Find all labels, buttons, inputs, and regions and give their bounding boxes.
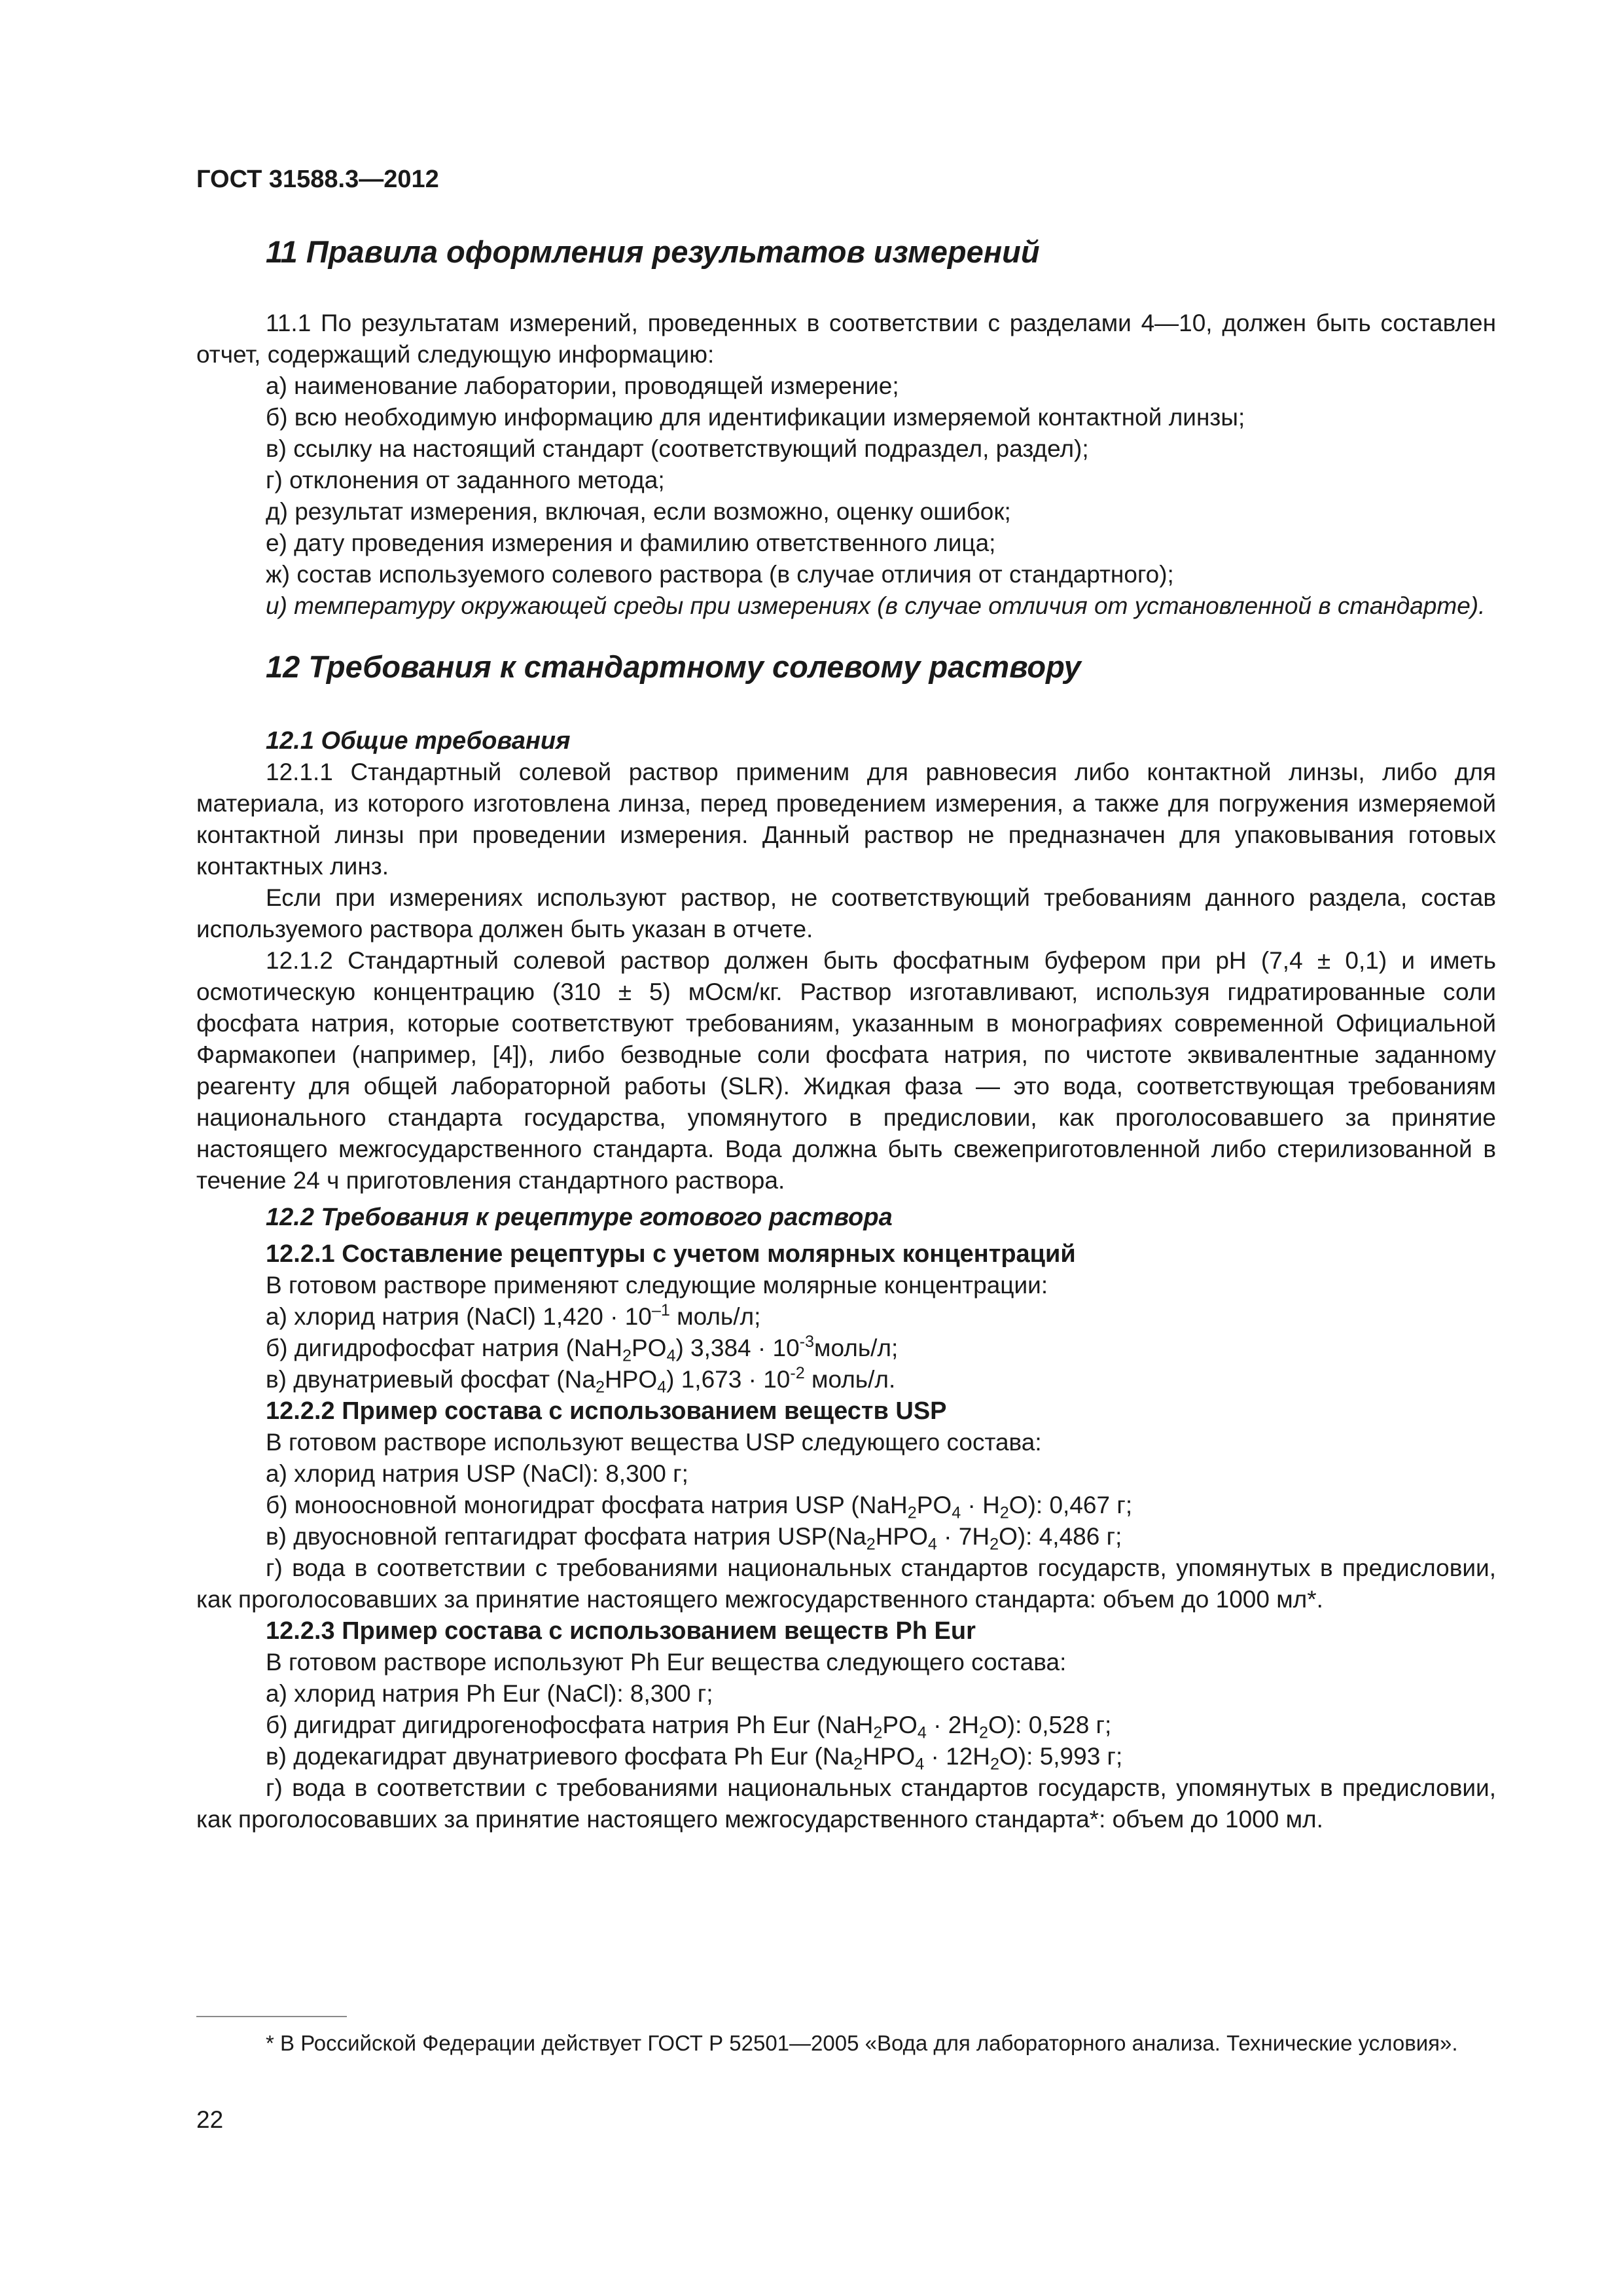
list-item: б) всю необходимую информацию для идентификации измеряемой контактной линзы; xyxy=(266,404,1245,431)
list-item-italic: и) температуру окружающей среды при измерениях (в случае отличия от установленной в стандарте). xyxy=(266,592,1486,619)
paragraph-11-1: 11.1 По результатам измерений, проведенных в соответствии с разделами 4—10, должен быть составлен отчет, содержащий следующую информацию: xyxy=(196,310,1496,368)
list-item-water: г) вода в соответствии с требованиями национальных стандартов государств, упомянутых в предисловии, как проголосовавших за принятие настоящего межгосударственного стандарта: объем до 1000 мл*. xyxy=(196,1554,1496,1613)
list-intro: В готовом растворе используют вещества USP следующего состава: xyxy=(266,1429,1042,1456)
subsection-12-2-title: 12.2 Требования к рецептуре готового раствора xyxy=(266,1204,893,1231)
document-header: ГОСТ 31588.3—2012 xyxy=(196,166,439,193)
list-item: в) двунатриевый фосфат $(Na_2HPO_4) 1,673 \cdot 10^{-2}$ моль/л. xyxy=(266,1364,896,1397)
subsection-12-1-title: 12.1 Общие требования xyxy=(266,727,571,755)
list-item: в) ссылку на настоящий стандарт (соответствующий подраздел, раздел); xyxy=(266,435,1089,462)
section-11-title: 11 Правила оформления результатов измерений xyxy=(266,234,1040,269)
subsection-12-2-3-title: 12.2.3 Пример состава с использованием веществ Ph Eur xyxy=(266,1617,976,1645)
paragraph-12-1-2: 12.1.2 Стандартный солевой раствор должен быть фосфатным буфером при pH (7,4 ± 0,1) и иметь осмотическую концентрацию (310 ± 5) мОсм/кг. Раствор изготавливают, используя гидратированные соли фосфата натрия, которые соответствуют требованиям, указанным в монографиях современной Официальной Фармакопеи (например, [4]), либо безводные соли фосфата натрия, по чистоте эквивалентные заданному реагенту для общей лабораторной работы (SLR). Жидкая фаза — это вода, соответствующая требованиям национального стандарта государства, упомянутого в предисловии, как проголосовавшего за принятие настоящего межгосударственного стандарта. Вода должна быть свежеприготовленной либо стерилизованной в течение 24 ч приготовления стандартного раствора. xyxy=(196,947,1496,1194)
list-item: в) додекагидрат двунатриевого фосфата Ph Eur $(Na_2HPO_4 \cdot 12H_2O)$: 5,993 г; xyxy=(266,1743,1123,1774)
paragraph-12-1-1: 12.1.1 Стандартный солевой раствор применим для равновесия либо контактной линзы, либо для материала, из которого изготовлена линза, перед проведением измерения, а также для погружения измеряемой контактной линзы при проведении измерения. Данный раствор не предназначен для упаковывания готовых контактных линз. xyxy=(196,759,1496,880)
list-item: д) результат измерения, включая, если возможно, оценку ошибок; xyxy=(266,498,1011,525)
list-item: ж) состав используемого солевого раствора (в случае отличия от стандартного); xyxy=(266,561,1174,588)
page-number: 22 xyxy=(196,2106,224,2133)
paragraph-solution-note: Если при измерениях используют раствор, не соответствующий требованиям данного раздела, состав используемого раствора должен быть указан в отчете. xyxy=(196,884,1496,942)
list-item: б) моноосновной моногидрат фосфата натрия USP $(NaH_2PO_4 \cdot H_2O)$: 0,467 г; xyxy=(266,1492,1133,1522)
list-intro: В готовом растворе применяют следующие молярные концентрации: xyxy=(266,1272,1048,1299)
page-content xyxy=(196,164,1496,1835)
subsection-12-2-1-title: 12.2.1 Составление рецептуры с учетом молярных концентраций xyxy=(266,1240,1076,1268)
list-item-water: г) вода в соответствии с требованиями национальных стандартов государств, упомянутых в предисловии, как проголосовавших за принятие настоящего межгосударственного стандарта*: объем до 1000 мл. xyxy=(196,1774,1496,1833)
footnote-divider xyxy=(196,2016,347,2017)
list-item: а) хлорид натрия USP (NaCl): 8,300 г; xyxy=(266,1460,688,1487)
list-item: а) хлорид натрия Ph Eur (NaCl): 8,300 г; xyxy=(266,1680,713,1707)
list-item: е) дату проведения измерения и фамилию ответственного лица; xyxy=(266,529,996,556)
list-item: г) отклонения от заданного метода; xyxy=(266,467,665,493)
list-item: б) дигидрат дигидрогенофосфата натрия Ph Eur $(NaH_2PO_4 \cdot 2H_2O)$: 0,528 г; xyxy=(266,1712,1112,1742)
section-12-title: 12 Требования к стандартному солевому раствору xyxy=(266,649,1081,684)
list-item: в) двуосновной гептагидрат фосфата натрия $USP(Na_2HPO_4 \cdot 7H_2O)$: 4,486 г; xyxy=(266,1523,1122,1554)
footnote: * В Российской Федерации действует ГОСТ Р 52501—2005 «Вода для лабораторного анализа. Технические условия». xyxy=(266,2031,1458,2055)
list-item: а) наименование лаборатории, проводящей измерение; xyxy=(266,372,899,399)
list-item: б) дигидрофосфат натрия $(NaH_2PO_4) 3,384$ · $10^{-3}моль/л$; xyxy=(266,1333,899,1365)
list-item: а) хлорид натрия (NaCl) $1,420 \cdot 10^{-1}$ моль/л; xyxy=(266,1301,761,1330)
subsection-12-2-2-title: 12.2.2 Пример состава с использованием веществ USP xyxy=(266,1397,947,1425)
list-intro: В готовом растворе используют Ph Eur вещества следующего состава: xyxy=(266,1649,1067,1676)
